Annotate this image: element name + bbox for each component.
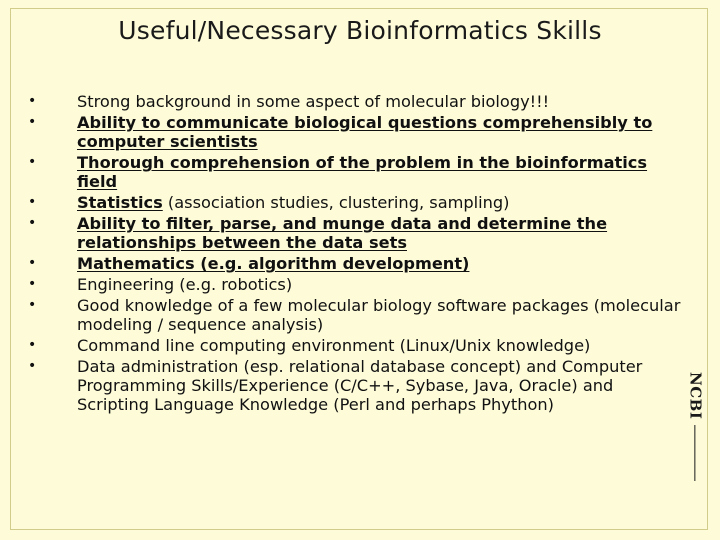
bullet-text: Engineering (e.g. robotics) xyxy=(77,275,293,294)
bullet-item xyxy=(28,92,688,111)
bullet-item xyxy=(28,336,688,355)
bullet-item xyxy=(28,275,688,294)
bullet-text: Ability to communicate biological questions comprehensibly to computer scientists xyxy=(77,113,653,151)
bullet-text: (association studies, clustering, sampling) xyxy=(162,193,510,212)
bullet-item xyxy=(28,254,688,273)
bullet-text: Ability to filter, parse, and munge data and determine the relationships between the data sets xyxy=(77,214,608,252)
bullet-item xyxy=(28,214,688,252)
bullet-item xyxy=(28,113,688,151)
slide-title: Useful/Necessary Bioinformatics Skills xyxy=(118,16,602,45)
bullet-text: Data administration (esp. relational database concept) and Computer Programming Skills/Experience (C/C++, Sybase, Java, Oracle) and Scripting Language Knowledge (Perl and perhaps Phython) xyxy=(77,357,643,414)
bullet-text: Thorough comprehension of the problem in the bioinformatics field xyxy=(77,153,648,191)
ncbi-side-label xyxy=(686,372,704,481)
bullet-text: Mathematics (e.g. algorithm development) xyxy=(77,254,470,273)
ncbi-label-text: NCBI xyxy=(686,372,704,420)
bullet-item xyxy=(28,153,688,191)
skills-list xyxy=(28,92,688,416)
bullet-item xyxy=(28,357,688,414)
ncbi-label-rule xyxy=(695,425,696,481)
bullet-text: Good knowledge of a few molecular biology software packages (molecular modeling / sequence analysis) xyxy=(77,296,681,334)
bullet-text: Command line computing environment (Linux/Unix knowledge) xyxy=(77,336,591,355)
bullet-text: Strong background in some aspect of molecular biology!!! xyxy=(77,92,550,111)
bullet-item xyxy=(28,193,688,212)
bullet-item xyxy=(28,296,688,334)
bullet-lead: Statistics xyxy=(77,193,163,212)
